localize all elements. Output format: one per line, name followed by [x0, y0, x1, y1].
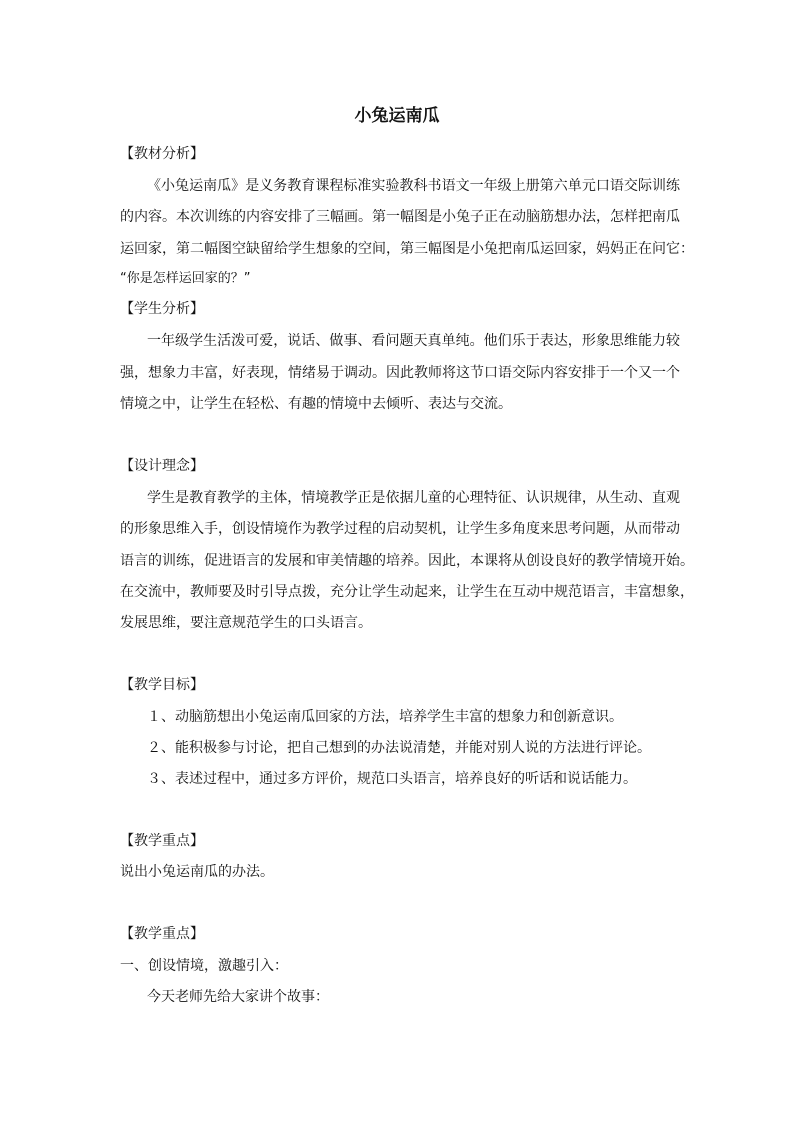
list-item: １、动脑筋想出小兔运南瓜回家的方法，培养学生丰富的想象力和创新意识。: [147, 709, 623, 725]
section-heading-process: 【教学重点】: [120, 926, 204, 942]
paragraph-line: 一年级学生活泼可爱，说话、做事、看问题天真单纯。他们乐于表达，形象思维能力较: [147, 333, 680, 349]
step-heading: 一、创设情境，激趣引入：: [120, 958, 288, 974]
list-item: ３、表述过程中，通过多方评价，规范口头语言，培养良好的听话和说话能力。: [147, 771, 637, 787]
paragraph-line: 的内容。本次训练的内容安排了三幅画。第一幅图是小兔子正在动脑筋想办法，怎样把南瓜: [120, 209, 680, 225]
paragraph-line: 说出小兔运南瓜的办法。: [120, 864, 274, 880]
paragraph-line: 今天老师先给大家讲个故事：: [147, 989, 329, 1005]
paragraph-line: 的形象思维入手，创设情境作为教学过程的启动契机，让学生多角度来思考问题，从而带动: [120, 521, 680, 537]
paragraph-line: 语言的训练，促进语言的发展和审美情趣的培养。因此，本课将从创设良好的教学情境开始。: [120, 553, 694, 569]
paragraph-line: 《小兔运南瓜》是义务教育课程标准实验教科书语文一年级上册第六单元口语交际训练: [147, 178, 680, 194]
list-item: ２、能积极参与讨论，把自己想到的办法说清楚，并能对别人说的方法进行评论。: [147, 740, 651, 756]
section-heading-material: 【教材分析】: [120, 146, 204, 162]
paragraph-line: 强，想象力丰富，好表现，情绪易于调动。因此教师将这节口语交际内容安排于一个又一个: [120, 365, 680, 381]
section-heading-goals: 【教学目标】: [120, 677, 204, 693]
section-heading-focus: 【教学重点】: [120, 833, 204, 849]
paragraph-line: 情境之中，让学生在轻松、有趣的情境中去倾听、表达与交流。: [120, 396, 512, 412]
section-heading-concept: 【设计理念】: [120, 458, 204, 474]
paragraph-line: 运回家，第二幅图空缺留给学生想象的空间，第三幅图是小兔把南瓜运回家，妈妈正在问它：: [120, 241, 694, 257]
paragraph-line: 学生是教育教学的主体，情境教学正是依据儿童的心理特征、认识规律，从生动、直观: [147, 490, 680, 506]
paragraph-line: “你是怎样运回家的？”: [120, 271, 251, 286]
paragraph-line: 发展思维，要注意规范学生的口头语言。: [120, 615, 372, 631]
section-heading-student: 【学生分析】: [120, 301, 204, 317]
paragraph-line: 在交流中，教师要及时引导点拨，充分让学生动起来，让学生在互动中规范语言，丰富想象，: [120, 584, 694, 600]
document-title: 小兔运南瓜: [354, 106, 440, 126]
